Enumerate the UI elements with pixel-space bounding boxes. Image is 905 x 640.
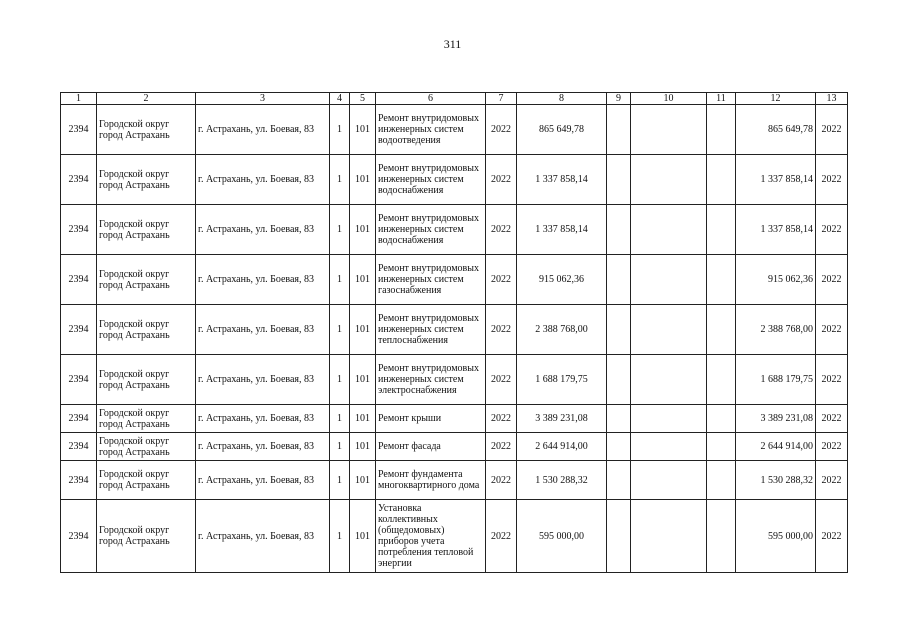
row-number-cell: 2394 xyxy=(61,305,97,355)
row-number-cell: 2394 xyxy=(61,255,97,305)
address-cell: г. Астрахань, ул. Боевая, 83 xyxy=(196,433,330,461)
municipality-cell: Городской округ город Астрахань xyxy=(97,461,196,500)
table-row xyxy=(61,305,848,355)
row-number-cell: 2394 xyxy=(61,155,97,205)
column-13-year-cell: 2022 xyxy=(816,255,848,305)
column-12-cost-cell: 3 389 231,08 xyxy=(736,405,816,433)
municipality-cell: Городской округ город Астрахань xyxy=(97,155,196,205)
work-type-cell: Ремонт крыши xyxy=(376,405,486,433)
capital-repair-table xyxy=(60,92,848,573)
column-5-cell: 101 xyxy=(350,405,376,433)
municipality-cell: Городской округ город Астрахань xyxy=(97,500,196,573)
column-9-cell xyxy=(607,255,631,305)
column-12-cost-cell: 1 688 179,75 xyxy=(736,355,816,405)
table-row xyxy=(61,405,848,433)
column-10-cell xyxy=(631,205,707,255)
year-cell: 2022 xyxy=(486,105,517,155)
address-cell: г. Астрахань, ул. Боевая, 83 xyxy=(196,405,330,433)
column-12-cost-cell: 915 062,36 xyxy=(736,255,816,305)
column-13-year-cell: 2022 xyxy=(816,500,848,573)
column-13-year-cell: 2022 xyxy=(816,105,848,155)
column-13-year-cell: 2022 xyxy=(816,305,848,355)
year-cell: 2022 xyxy=(486,433,517,461)
column-4-cell: 1 xyxy=(330,500,350,573)
column-5-cell: 101 xyxy=(350,305,376,355)
column-9-cell xyxy=(607,105,631,155)
column-9-cell xyxy=(607,305,631,355)
work-type-cell: Ремонт фундамента многоквартирного дома xyxy=(376,461,486,500)
column-4-cell: 1 xyxy=(330,155,350,205)
municipality-cell: Городской округ город Астрахань xyxy=(97,255,196,305)
municipality-cell: Городской округ город Астрахань xyxy=(97,355,196,405)
column-13-year-cell: 2022 xyxy=(816,355,848,405)
total-cost-cell: 1 337 858,14 xyxy=(517,205,607,255)
column-header-13: 13 xyxy=(816,93,848,105)
municipality-cell: Городской округ город Астрахань xyxy=(97,433,196,461)
row-number-cell: 2394 xyxy=(61,433,97,461)
column-header-12: 12 xyxy=(736,93,816,105)
work-type-cell: Ремонт фасада xyxy=(376,433,486,461)
column-10-cell xyxy=(631,305,707,355)
year-cell: 2022 xyxy=(486,355,517,405)
column-4-cell: 1 xyxy=(330,105,350,155)
work-type-cell: Ремонт внутридомовых инженерных систем теплоснабжения xyxy=(376,305,486,355)
column-4-cell: 1 xyxy=(330,405,350,433)
column-11-cell xyxy=(707,405,736,433)
address-cell: г. Астрахань, ул. Боевая, 83 xyxy=(196,355,330,405)
column-header-4: 4 xyxy=(330,93,350,105)
column-5-cell: 101 xyxy=(350,105,376,155)
header-row xyxy=(61,93,848,105)
total-cost-cell: 595 000,00 xyxy=(517,500,607,573)
total-cost-cell: 1 337 858,14 xyxy=(517,155,607,205)
column-header-5: 5 xyxy=(350,93,376,105)
column-12-cost-cell: 595 000,00 xyxy=(736,500,816,573)
total-cost-cell: 915 062,36 xyxy=(517,255,607,305)
column-5-cell: 101 xyxy=(350,205,376,255)
table-row xyxy=(61,155,848,205)
row-number-cell: 2394 xyxy=(61,205,97,255)
column-10-cell xyxy=(631,105,707,155)
column-13-year-cell: 2022 xyxy=(816,461,848,500)
column-12-cost-cell: 2 644 914,00 xyxy=(736,433,816,461)
year-cell: 2022 xyxy=(486,205,517,255)
column-header-6: 6 xyxy=(376,93,486,105)
column-12-cost-cell: 1 337 858,14 xyxy=(736,205,816,255)
table-row xyxy=(61,355,848,405)
column-header-2: 2 xyxy=(97,93,196,105)
year-cell: 2022 xyxy=(486,155,517,205)
address-cell: г. Астрахань, ул. Боевая, 83 xyxy=(196,105,330,155)
column-5-cell: 101 xyxy=(350,255,376,305)
page-number: 311 xyxy=(443,37,462,51)
column-5-cell: 101 xyxy=(350,155,376,205)
column-4-cell: 1 xyxy=(330,355,350,405)
column-11-cell xyxy=(707,355,736,405)
column-header-11: 11 xyxy=(707,93,736,105)
column-header-8: 8 xyxy=(517,93,607,105)
column-5-cell: 101 xyxy=(350,500,376,573)
work-type-cell: Ремонт внутридомовых инженерных систем водоснабжения xyxy=(376,205,486,255)
column-header-7: 7 xyxy=(486,93,517,105)
year-cell: 2022 xyxy=(486,305,517,355)
total-cost-cell: 3 389 231,08 xyxy=(517,405,607,433)
column-13-year-cell: 2022 xyxy=(816,405,848,433)
column-10-cell xyxy=(631,155,707,205)
column-4-cell: 1 xyxy=(330,255,350,305)
column-11-cell xyxy=(707,155,736,205)
column-11-cell xyxy=(707,255,736,305)
column-4-cell: 1 xyxy=(330,205,350,255)
municipality-cell: Городской округ город Астрахань xyxy=(97,305,196,355)
year-cell: 2022 xyxy=(486,405,517,433)
table-row xyxy=(61,433,848,461)
column-10-cell xyxy=(631,433,707,461)
column-4-cell: 1 xyxy=(330,305,350,355)
column-header-10: 10 xyxy=(631,93,707,105)
work-type-cell: Установка коллективных (общедомовых) приборов учета потребления тепловой энергии xyxy=(376,500,486,573)
year-cell: 2022 xyxy=(486,255,517,305)
column-13-year-cell: 2022 xyxy=(816,155,848,205)
year-cell: 2022 xyxy=(486,500,517,573)
column-12-cost-cell: 1 337 858,14 xyxy=(736,155,816,205)
table-row xyxy=(61,461,848,500)
column-header-3: 3 xyxy=(196,93,330,105)
address-cell: г. Астрахань, ул. Боевая, 83 xyxy=(196,500,330,573)
column-11-cell xyxy=(707,105,736,155)
column-5-cell: 101 xyxy=(350,433,376,461)
column-11-cell xyxy=(707,205,736,255)
column-13-year-cell: 2022 xyxy=(816,433,848,461)
address-cell: г. Астрахань, ул. Боевая, 83 xyxy=(196,155,330,205)
municipality-cell: Городской округ город Астрахань xyxy=(97,105,196,155)
work-type-cell: Ремонт внутридомовых инженерных систем электроснабжения xyxy=(376,355,486,405)
column-11-cell xyxy=(707,305,736,355)
column-9-cell xyxy=(607,500,631,573)
column-5-cell: 101 xyxy=(350,355,376,405)
total-cost-cell: 1 688 179,75 xyxy=(517,355,607,405)
column-4-cell: 1 xyxy=(330,433,350,461)
column-9-cell xyxy=(607,433,631,461)
table-row xyxy=(61,500,848,573)
column-4-cell: 1 xyxy=(330,461,350,500)
column-9-cell xyxy=(607,205,631,255)
column-12-cost-cell: 1 530 288,32 xyxy=(736,461,816,500)
column-5-cell: 101 xyxy=(350,461,376,500)
table-body xyxy=(61,105,848,573)
column-13-year-cell: 2022 xyxy=(816,205,848,255)
column-10-cell xyxy=(631,355,707,405)
table-row xyxy=(61,255,848,305)
address-cell: г. Астрахань, ул. Боевая, 83 xyxy=(196,205,330,255)
column-11-cell xyxy=(707,433,736,461)
column-10-cell xyxy=(631,405,707,433)
total-cost-cell: 2 388 768,00 xyxy=(517,305,607,355)
total-cost-cell: 865 649,78 xyxy=(517,105,607,155)
table-row xyxy=(61,105,848,155)
column-12-cost-cell: 865 649,78 xyxy=(736,105,816,155)
column-9-cell xyxy=(607,155,631,205)
municipality-cell: Городской округ город Астрахань xyxy=(97,405,196,433)
total-cost-cell: 2 644 914,00 xyxy=(517,433,607,461)
address-cell: г. Астрахань, ул. Боевая, 83 xyxy=(196,255,330,305)
column-12-cost-cell: 2 388 768,00 xyxy=(736,305,816,355)
column-10-cell xyxy=(631,500,707,573)
row-number-cell: 2394 xyxy=(61,105,97,155)
column-9-cell xyxy=(607,405,631,433)
row-number-cell: 2394 xyxy=(61,405,97,433)
municipality-cell: Городской округ город Астрахань xyxy=(97,205,196,255)
table-row xyxy=(61,205,848,255)
year-cell: 2022 xyxy=(486,461,517,500)
column-11-cell xyxy=(707,461,736,500)
column-9-cell xyxy=(607,461,631,500)
column-header-1: 1 xyxy=(61,93,97,105)
column-10-cell xyxy=(631,461,707,500)
column-10-cell xyxy=(631,255,707,305)
address-cell: г. Астрахань, ул. Боевая, 83 xyxy=(196,461,330,500)
address-cell: г. Астрахань, ул. Боевая, 83 xyxy=(196,305,330,355)
row-number-cell: 2394 xyxy=(61,355,97,405)
work-type-cell: Ремонт внутридомовых инженерных систем водоснабжения xyxy=(376,155,486,205)
work-type-cell: Ремонт внутридомовых инженерных систем газоснабжения xyxy=(376,255,486,305)
column-header-9: 9 xyxy=(607,93,631,105)
column-9-cell xyxy=(607,355,631,405)
total-cost-cell: 1 530 288,32 xyxy=(517,461,607,500)
column-11-cell xyxy=(707,500,736,573)
row-number-cell: 2394 xyxy=(61,500,97,573)
work-type-cell: Ремонт внутридомовых инженерных систем водоотведения xyxy=(376,105,486,155)
row-number-cell: 2394 xyxy=(61,461,97,500)
